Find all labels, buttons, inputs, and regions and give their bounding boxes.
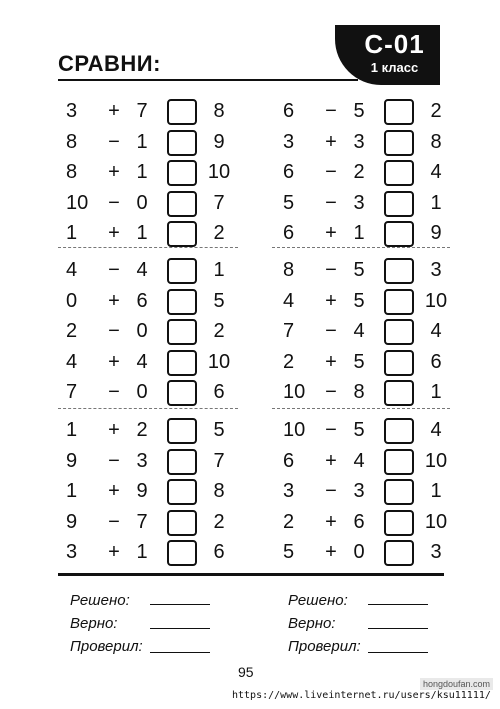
solved-blank-right[interactable] — [368, 604, 428, 605]
second-operand: 3 — [353, 192, 365, 214]
compare-value: 2 — [213, 511, 225, 533]
compare-value: 8 — [213, 480, 225, 502]
operator: + — [108, 480, 120, 502]
operator: − — [108, 192, 120, 214]
comparison-box[interactable] — [167, 160, 197, 186]
second-operand: 5 — [353, 100, 365, 122]
exercise-row — [283, 380, 458, 404]
checked-label-right: Проверил: — [288, 638, 361, 655]
first-operand: 1 — [66, 222, 78, 244]
exercise-row — [283, 449, 458, 473]
correct-blank-right[interactable] — [368, 628, 428, 629]
second-operand: 9 — [136, 480, 148, 502]
comparison-box[interactable] — [167, 319, 197, 345]
compare-value: 8 — [213, 100, 225, 122]
compare-value: 3 — [430, 541, 442, 563]
comparison-box[interactable] — [167, 510, 197, 536]
first-operand: 5 — [283, 541, 295, 563]
checked-blank-right[interactable] — [368, 652, 428, 653]
operator: − — [108, 511, 120, 533]
operator: − — [108, 450, 120, 472]
comparison-box[interactable] — [167, 221, 197, 247]
exercise-row — [66, 380, 241, 404]
comparison-box[interactable] — [384, 449, 414, 475]
separator-left-2 — [58, 408, 238, 409]
badge-grade: 1 класс — [370, 60, 419, 75]
exercise-row — [283, 350, 458, 374]
worksheet-badge — [335, 25, 440, 85]
solved-label-left: Решено: — [70, 592, 130, 609]
operator: − — [108, 259, 120, 281]
comparison-box[interactable] — [167, 479, 197, 505]
compare-value: 10 — [424, 290, 448, 312]
comparison-box[interactable] — [167, 380, 197, 406]
operator: − — [108, 131, 120, 153]
badge-code: C-01 — [364, 29, 425, 59]
exercise-row — [283, 99, 458, 123]
first-operand: 0 — [66, 290, 78, 312]
operator: + — [108, 541, 120, 563]
compare-value: 3 — [430, 259, 442, 281]
compare-value: 6 — [213, 381, 225, 403]
first-operand: 3 — [66, 100, 78, 122]
exercise-row — [283, 289, 458, 313]
exercise-row — [66, 479, 241, 503]
compare-value: 10 — [207, 161, 231, 183]
second-operand: 1 — [136, 541, 148, 563]
separator-left-1 — [58, 247, 238, 248]
compare-value: 9 — [430, 222, 442, 244]
operator: + — [108, 161, 120, 183]
exercise-row — [283, 160, 458, 184]
compare-value: 5 — [213, 419, 225, 441]
comparison-box[interactable] — [384, 130, 414, 156]
second-operand: 6 — [136, 290, 148, 312]
compare-value: 10 — [424, 450, 448, 472]
second-operand: 5 — [353, 351, 365, 373]
first-operand: 1 — [66, 480, 78, 502]
exercise-row — [283, 130, 458, 154]
comparison-box[interactable] — [384, 510, 414, 536]
comparison-box[interactable] — [384, 418, 414, 444]
exercise-row — [66, 418, 241, 442]
first-operand: 2 — [283, 351, 295, 373]
exercise-row — [66, 160, 241, 184]
first-operand: 3 — [283, 480, 295, 502]
separator-right-1 — [272, 247, 450, 248]
comparison-box[interactable] — [167, 350, 197, 376]
second-operand: 6 — [353, 511, 365, 533]
compare-value: 1 — [430, 381, 442, 403]
title-underline — [58, 79, 358, 81]
second-operand: 5 — [353, 259, 365, 281]
second-operand: 4 — [353, 450, 365, 472]
exercise-row — [283, 319, 458, 343]
correct-label-right: Верно: — [288, 615, 336, 632]
first-operand: 2 — [66, 320, 78, 342]
operator: − — [108, 320, 120, 342]
compare-value: 7 — [213, 192, 225, 214]
compare-value: 7 — [213, 450, 225, 472]
solved-label-right: Решено: — [288, 592, 348, 609]
second-operand: 8 — [353, 381, 365, 403]
comparison-box[interactable] — [167, 418, 197, 444]
comparison-box[interactable] — [384, 99, 414, 125]
comparison-box[interactable] — [384, 191, 414, 217]
exercise-row — [283, 221, 458, 245]
compare-value: 6 — [213, 541, 225, 563]
checked-label-left: Проверил: — [70, 638, 143, 655]
second-operand: 1 — [136, 161, 148, 183]
exercise-row — [66, 319, 241, 343]
comparison-box[interactable] — [384, 479, 414, 505]
operator: + — [108, 419, 120, 441]
compare-value: 8 — [430, 131, 442, 153]
first-operand: 4 — [66, 351, 78, 373]
compare-value: 2 — [213, 320, 225, 342]
solved-blank-left[interactable] — [150, 604, 210, 605]
comparison-box[interactable] — [384, 350, 414, 376]
second-operand: 4 — [353, 320, 365, 342]
operator: − — [325, 320, 337, 342]
second-operand: 1 — [136, 131, 148, 153]
operator: − — [325, 259, 337, 281]
comparison-box[interactable] — [167, 449, 197, 475]
first-operand: 4 — [283, 290, 295, 312]
second-operand: 2 — [136, 419, 148, 441]
compare-value: 5 — [213, 290, 225, 312]
exercise-row — [66, 99, 241, 123]
compare-value: 1 — [430, 480, 442, 502]
operator: + — [325, 511, 337, 533]
operator: − — [325, 192, 337, 214]
compare-value: 6 — [430, 351, 442, 373]
first-operand: 2 — [283, 511, 295, 533]
operator: + — [325, 290, 337, 312]
exercise-row — [66, 449, 241, 473]
first-operand: 8 — [283, 259, 295, 281]
compare-value: 4 — [430, 161, 442, 183]
operator: − — [108, 381, 120, 403]
first-operand: 6 — [283, 450, 295, 472]
compare-value: 2 — [213, 222, 225, 244]
first-operand: 7 — [66, 381, 78, 403]
comparison-box[interactable] — [384, 380, 414, 406]
first-operand: 9 — [66, 450, 78, 472]
operator: − — [325, 161, 337, 183]
second-operand: 1 — [353, 222, 365, 244]
second-operand: 0 — [353, 541, 365, 563]
second-operand: 2 — [353, 161, 365, 183]
comparison-box[interactable] — [384, 319, 414, 345]
exercise-row — [283, 191, 458, 215]
comparison-box[interactable] — [384, 289, 414, 315]
exercise-row — [283, 418, 458, 442]
exercise-row — [66, 258, 241, 282]
second-operand: 1 — [136, 222, 148, 244]
comparison-box[interactable] — [167, 258, 197, 284]
compare-value: 2 — [430, 100, 442, 122]
separator-right-2 — [272, 408, 450, 409]
first-operand: 10 — [283, 419, 306, 441]
compare-value: 10 — [207, 351, 231, 373]
second-operand: 3 — [353, 480, 365, 502]
exercise-row — [66, 510, 241, 534]
comparison-box[interactable] — [167, 289, 197, 315]
first-operand: 3 — [66, 541, 78, 563]
second-operand: 5 — [353, 419, 365, 441]
comparison-box[interactable] — [384, 540, 414, 566]
first-operand: 6 — [283, 161, 295, 183]
operator: + — [108, 222, 120, 244]
correct-label-left: Верно: — [70, 615, 118, 632]
comparison-box[interactable] — [167, 99, 197, 125]
second-operand: 7 — [136, 100, 148, 122]
second-operand: 4 — [136, 351, 148, 373]
operator: + — [325, 351, 337, 373]
exercise-row — [66, 540, 241, 564]
watermark: hongdoufan.com — [420, 678, 493, 690]
operator: + — [108, 351, 120, 373]
first-operand: 8 — [66, 131, 78, 153]
first-operand: 6 — [283, 100, 295, 122]
exercise-row — [66, 221, 241, 245]
second-operand: 0 — [136, 320, 148, 342]
exercise-row — [283, 510, 458, 534]
exercise-row — [66, 289, 241, 313]
compare-value: 4 — [430, 419, 442, 441]
compare-value: 9 — [213, 131, 225, 153]
exercise-row — [283, 540, 458, 564]
compare-value: 10 — [424, 511, 448, 533]
page-number: 95 — [238, 664, 254, 680]
exercise-row — [66, 191, 241, 215]
operator: − — [325, 100, 337, 122]
operator: + — [325, 222, 337, 244]
operator: + — [108, 100, 120, 122]
first-operand: 7 — [283, 320, 295, 342]
operator: + — [325, 131, 337, 153]
exercise-row — [66, 350, 241, 374]
first-operand: 10 — [66, 192, 89, 214]
operator: + — [325, 450, 337, 472]
second-operand: 3 — [353, 131, 365, 153]
correct-blank-left[interactable] — [150, 628, 210, 629]
comparison-box[interactable] — [167, 540, 197, 566]
exercise-row — [66, 130, 241, 154]
first-operand: 1 — [66, 419, 78, 441]
comparison-box[interactable] — [167, 191, 197, 217]
operator: − — [325, 419, 337, 441]
compare-value: 1 — [430, 192, 442, 214]
second-operand: 7 — [136, 511, 148, 533]
footer-divider — [58, 573, 444, 576]
worksheet-title: СРАВНИ: — [58, 51, 161, 76]
second-operand: 4 — [136, 259, 148, 281]
first-operand: 3 — [283, 131, 295, 153]
operator: − — [325, 480, 337, 502]
first-operand: 9 — [66, 511, 78, 533]
exercise-row — [283, 258, 458, 282]
compare-value: 1 — [213, 259, 225, 281]
second-operand: 0 — [136, 381, 148, 403]
compare-value: 4 — [430, 320, 442, 342]
first-operand: 10 — [283, 381, 306, 403]
first-operand: 5 — [283, 192, 295, 214]
operator: − — [325, 381, 337, 403]
source-url: https://www.liveinternet.ru/users/ksu11111/ — [232, 690, 491, 701]
exercise-row — [283, 479, 458, 503]
first-operand: 6 — [283, 222, 295, 244]
comparison-box[interactable] — [384, 258, 414, 284]
checked-blank-left[interactable] — [150, 652, 210, 653]
first-operand: 4 — [66, 259, 78, 281]
comparison-box[interactable] — [384, 221, 414, 247]
comparison-box[interactable] — [384, 160, 414, 186]
second-operand: 0 — [136, 192, 148, 214]
operator: + — [325, 541, 337, 563]
operator: + — [108, 290, 120, 312]
second-operand: 5 — [353, 290, 365, 312]
first-operand: 8 — [66, 161, 78, 183]
second-operand: 3 — [136, 450, 148, 472]
comparison-box[interactable] — [167, 130, 197, 156]
